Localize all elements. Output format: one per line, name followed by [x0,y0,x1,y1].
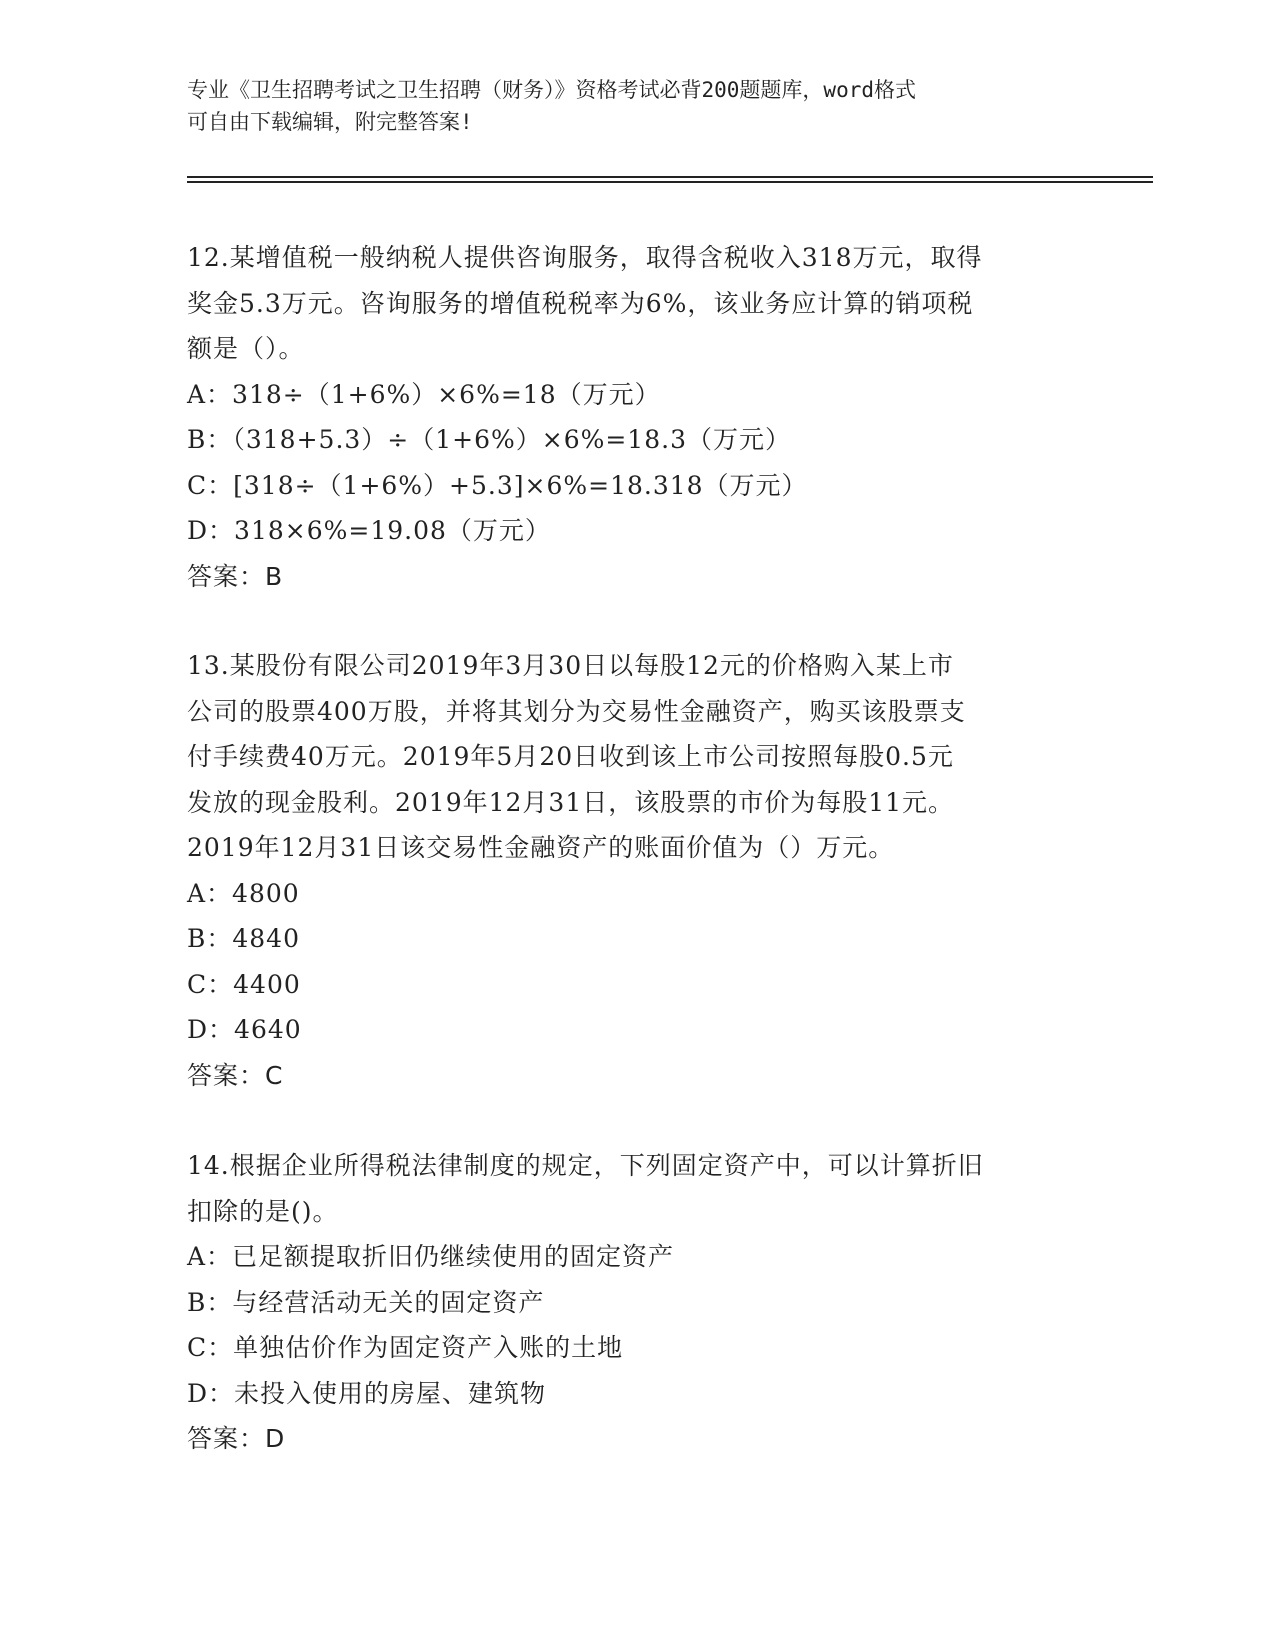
option-a: A：已足额提取折旧仍继续使用的固定资产 [187,1242,675,1271]
question-stem-line: 发放的现金股利。2019年12月31日，该股票的市价为每股11元。 [187,787,955,817]
header-line-1: 专业《卫生招聘考试之卫生招聘（财务）》资格考试必背200题题库，word格式 [187,78,916,102]
question-stem-line: 额是（）。 [187,334,305,363]
question-stem-line: 付手续费40万元。2019年5月20日收到该上市公司按照每股0.5元 [187,742,954,771]
option-c: C：[318÷（1+6%）+5.3]×6%=18.318（万元） [187,470,808,500]
header-divider-top [187,176,1153,178]
option-d: D：未投入使用的房屋、建筑物 [187,1378,547,1408]
option-a: A：318÷（1+6%）×6%=18（万元） [187,379,661,409]
document-header [187,74,1087,138]
question-stem-line: 扣除的是()。 [187,1196,339,1226]
answer: 答案：D [187,1424,286,1453]
option-b: B：4840 [187,924,300,953]
header-divider-bottom [187,181,1153,183]
question-12 [187,235,1087,599]
question-stem-line: 14.根据企业所得税法律制度的规定，下列固定资产中，可以计算折旧 [187,1151,984,1180]
question-stem-line: 12.某增值税一般纳税人提供咨询服务，取得含税收入318万元，取得 [187,243,983,272]
option-d: D：318×6%=19.08（万元） [187,516,551,545]
question-stem-line: 2019年12月31日该交易性金融资产的账面价值为（）万元。 [187,833,895,862]
option-b: B：（318+5.3）÷（1+6%）×6%=18.3（万元） [187,425,791,454]
answer: 答案：B [187,561,284,591]
question-stem-line: 奖金5.3万元。咨询服务的增值税税率为6%，该业务应计算的销项税 [187,288,974,318]
option-a: A：4800 [187,878,300,908]
option-c: C：单独估价作为固定资产入账的土地 [187,1333,624,1362]
question-stem-line: 13.某股份有限公司2019年3月30日以每股12元的价格购入某上市 [187,651,954,680]
option-b: B：与经营活动无关的固定资产 [187,1287,545,1317]
question-14 [187,1143,1087,1462]
option-d: D：4640 [187,1015,302,1044]
header-line-2: 可自由下载编辑，附完整答案! [187,110,473,134]
answer: 答案：C [187,1060,284,1090]
question-13 [187,643,1087,1098]
question-stem-line: 公司的股票400万股，并将其划分为交易性金融资产，购买该股票支 [187,696,966,726]
option-c: C：4400 [187,969,301,999]
